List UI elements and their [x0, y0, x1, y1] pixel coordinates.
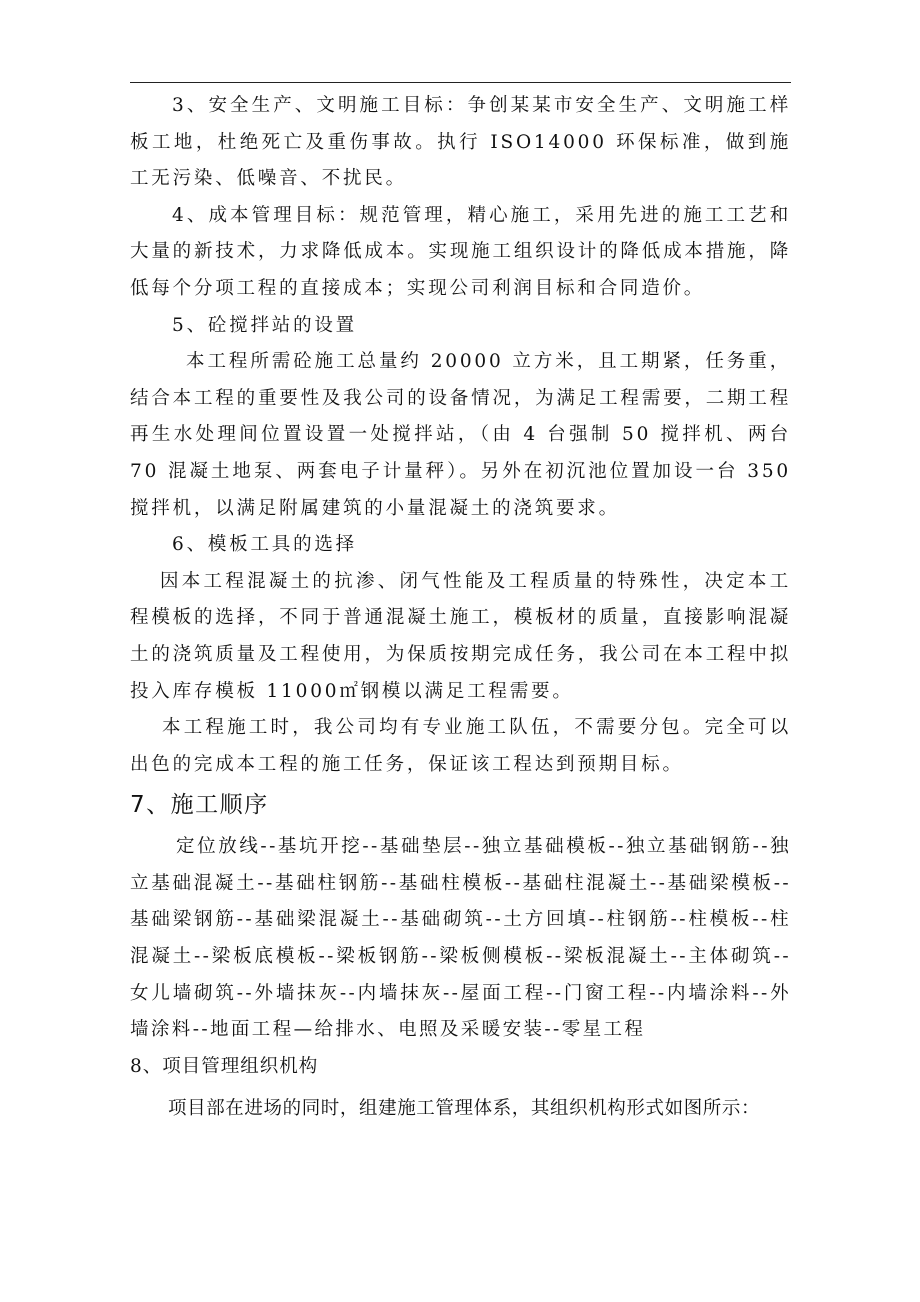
item-3-paragraph: 3、安全生产、文明施工目标：争创某某市安全生产、文明施工样板工地，杜绝死亡及重伤事故。执行 ISO14000 环保标准，做到施工无污染、低噪音、不扰民。	[130, 95, 791, 190]
section-8-paragraph: 项目部在进场的同时，组建施工管理体系，其组织机构形式如图所示：	[168, 1097, 761, 1119]
document-body	[130, 88, 791, 1127]
item-4-paragraph: 4、成本管理目标：规范管理，精心施工，采用先进的施工工艺和大量的新技术，力求降低成本。实现施工组织设计的降低成本措施，降低每个分项工程的直接成本；实现公司利润目标和合同造价。	[130, 204, 791, 299]
section-7-sequence: 定位放线--基坑开挖--基础垫层--独立基础模板--独立基础钢筋--独立基础混凝土--基础柱钢筋--基础柱模板--基础柱混凝土--基础梁模板--基础梁钢筋--基础梁混凝土--基础砌筑--土方回填--柱钢筋--柱模板--柱混凝土--梁板底模板--梁板钢筋--梁板侧模板--梁板混凝土--主体砌筑--女儿墙砌筑--外墙抹灰--内墙抹灰--屋面工程--门窗工程--内墙涂料--外墙涂料--地面工程—给排水、电照及采暖安装--零星工程	[130, 836, 791, 1041]
section-8-heading: 8、项目管理组织机构	[130, 1055, 319, 1077]
item-6-heading: 6、模板工具的选择	[172, 534, 357, 556]
header-rule	[130, 82, 791, 83]
subcontract-paragraph: 本工程施工时，我公司均有专业施工队伍，不需要分包。完全可以出色的完成本工程的施工任务，保证该工程达到预期目标。	[130, 717, 791, 775]
item-5-paragraph: 本工程所需砼施工总量约 20000 立方米，且工期紧，任务重，结合本工程的重要性及我公司的设备情况，为满足工程需要，二期工程再生水处理间位置设置一处搅拌站，（由 4 台强制 50 搅拌机、两台 70 混凝土地泵、两套电子计量秤）。另外在初沉池位置加设一台 350 搅拌机，以满足附属建筑的小量混凝土的浇筑要求。	[130, 351, 791, 519]
item-5-heading: 5、砼搅拌站的设置	[172, 314, 357, 336]
item-6-paragraph: 因本工程混凝土的抗渗、闭气性能及工程质量的特殊性，决定本工程模板的选择，不同于普通混凝土施工，模板材的质量，直接影响混凝土的浇筑质量及工程使用，为保质按期完成任务，我公司在本工程中拟投入库存模板 11000㎡钢模以满足工程需要。	[130, 570, 791, 702]
section-7-heading: 7、施工顺序	[130, 792, 269, 819]
